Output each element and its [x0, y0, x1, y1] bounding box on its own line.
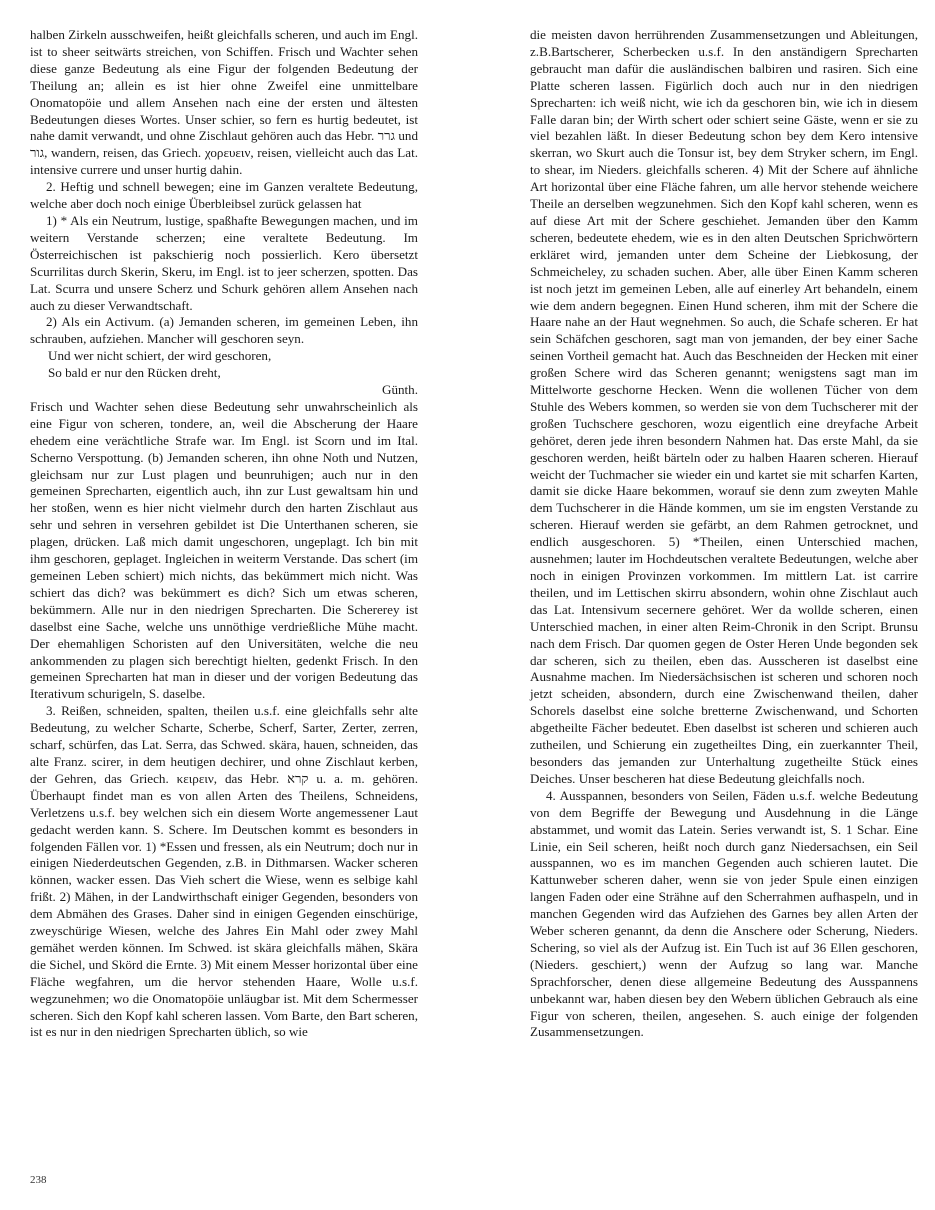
paragraph: die meisten davon herrührenden Zusammensetzungen und Ableitungen, z.B.Bartscherer, Scherbecken u.s.f. In den anständigern Sprecharten gebraucht man dafür die ausländischen balbiren und rasiren. Sich eine Platte scheren lassen. Figürlich doch auch nur in den niedrigen Sprecharten: ich weiß nicht, wie ich da geschoren bin, wie ich in diesem Falle daran bin; der Wirth schert oder schiert seine Gäste, wenn er sie zu viel bezahlen läßt. In dieser Bedeutung schon bey dem Kero intensive skerran, wo Skurt auch die Tonsur ist, bey dem Stryker schern, im Engl. to shear, im Nieders. gleichfalls scheren. 4) Mit der Schere auf ähnliche Art horizontal über eine Fläche fahren, um alle hervor stehende weichere Theile an derselben wegzunehmen. Sich den Kopf kahl scheren, wenn es auf diese Art mit der Schere geschiehet. Jemanden über den Kamm scheren, bedeutete ehedem, wie es in den alten Deutschen Sprichwörtern erkläret wird, jemanden unter dem Scheine der Liebkosung, der Schmeicheley, zu schaden suchen. Aber, alle über Einen Kamm scheren ist noch jetzt im gemeinen Leben, alle auf einerley Art behandeln, einem wie dem andern begegnen. Einen Hund scheren, ihm mit der Schere die Haare nahe an der Haut wegnehmen. So auch, die Schafe scheren. Er hat sein Schäfchen geschoren, sagt man von jemanden, der bey einer Sache seinen Vortheil gemacht hat. Auch das Beschneiden der Hecken mit einer großen Schere wird das Scheren genannt; wenigstens sagt man im Mittelworte geschorne Hecken. Wenn die wollenen Tücher von dem Stuhle des Webers kommen, so werden sie von dem Tuchscherer mit der großen Tuchschere geschoren, wozu eigentlich eine dreyfache Arbeit gehöret, deren jede ihren besondern Nahmen hat. Das erste Mahl, da sie geschoren werden, heißt bärteln oder zu halben Haaren scheren. Hierauf weicht der Tuchmacher sie wieder ein und kartet sie mit scharfen Karten, damit sie dicke Haare bekommen, worauf sie denn zum zweyten Mahle dem Tuchscherer in die Hände kommen, um sie im engsten Verstande zu scheren. Hierauf werden sie gefärbt, an dem Rahmen getrocknet, und endlich ausgeschoren. 5) *Theilen, einen Unterschied machen, ausnehmen; lauter im Hochdeutschen veraltete Bedeutungen, welche aber noch in einigen Provinzen vorkommen. Im mittlern Lat. ist carrire theilen, und im Lettischen skirru absondern, wohin ohne Zischlaut auch das Lat. Intensivum secernere gehöret. Wer da wollde scheren, einen Unterschied machen, in einer alten Reim-Chronik in den Script. Brunsu nach dem Frisch. Dar quomen gegen de Oster Heren Unde begonden sek dar scheren, sich zu theilen, eben das. Ausscheren ist daselbst eine Ausnahme machen. Im Niedersächsischen ist scheren und schoren noch jetzt scheiden, absondern, durch eine Zwischenwand theilen, daher Schorels daselbst eine solche bretterne Zwischenwand, und Schorten abgetheilte Fächer bedeutet. Eben daselbst ist scheren und schieren auch zutheilen, und Schierung ein zugetheiltes Ding, ein zuerkannter Theil, besonders das jemanden zur Unterhaltung zugetheilte Stück eines Deiches. Unser bescheren hat diese Bedeutung gleichfalls noch. — [530, 27, 918, 786]
verse-source: Günth. — [381, 382, 418, 398]
paragraph: Frisch und Wachter sehen diese Bedeutung sehr unwahrscheinlich als eine Figur von scheren, tondere, an, weil die Abscherung der Haare ehedem eine verächtliche Strafe war. Im Engl. ist Scorn und im Ital. Scherno Verspottung. (b) Jemanden scheren, ihn ohne Noth und Nutzen, gleichsam nur zur Lust plagen und beunruhigen; auch nur in den gemeinen Sprecharten, eigentlich auch, ihn zur Lust gewaltsam hin und her stoßen, wenn es hier nicht vielmehr durch den harten Zischlaut aus sehr und sehren in versehren gebildet ist Die Unterthanen scheren, sie plagen, drücken. Laß mich damit ungeschoren, ungeplagt. Ich bin mit ihm geschoren, geplaget. Ingleichen in weiterm Verstande. Das schert (im gemeinen Leben schiert) mich nichts, das bekümmert mich nicht. Was schiert das dich? was bekümmert es dich? Sich um etwas scheren, bekümmern. Alle nur in den niedrigen Sprecharten. Die Schererey ist daselbst eine Sache, welche uns unnöthige verdrießliche Mühe macht. Der ehemahligen Schoristen auf den Universitäten, welche die neu ankommenden zu plagen sich berechtigt hielten, gedenkt Frisch. In den gemeinen Sprecharten hat man in dieser und der vorigen Bedeutung das Iterativum schurigeln, S. daselbe. — [30, 398, 418, 702]
paragraph: 3. Reißen, schneiden, spalten, theilen u.s.f. eine gleichfalls sehr alte Bedeutung, zu welcher Scharte, Scherbe, Scherf, Sarter, Zerter, zerren, scharf, schürfen, das Lat. Serra, das Schwed. skära, hauen, schneiden, das alte Franz. scirer, in dem heutigen dechirer, und ohne Zischlaut kerben, der Gehren, das Griech. κειρειν, das Hebr. קרא u. a. m. gehören. Überhaupt findet man es von allen Arten des Theilens, Schneidens, Verletzens u.s.f. bey welchen sich ein diesem Worte angemessener Laut gedacht werden kann. S. Schere. Im Deutschen kommt es besonders in folgenden Fällen vor. 1) *Essen und fressen, als ein Neutrum; doch nur in einigen Niederdeutschen Gegenden, z.B. in Dithmarsen. Wacker scheren können, wacker essen. Das Vieh schert die Wiese, wenn es selbige kahl frißt. 2) Mähen, in der Landwirthschaft einiger Gegenden, besonders von dem Abmähen des Grases. Daher sind in einigen Gegenden einschürige, zweyschürige Wiesen, welche des Jahres Ein Mahl oder zwey Mahl gemähet werden können. Im Schwed. ist skära gleichfalls mähen, Skära die Sichel, und Skörd die Ernte. 3) Mit einem Messer horizontal über eine Fläche wegfahren, um die hervor stehenden Haare, Wolle u.s.f. wegzunehmen; wo die Onomatopöie unläugbar ist. Mit dem Schermesser scheren. Sich den Kopf kahl scheren lassen. Vom Barte, den Bart scheren, ist es nur in den niedrigen Sprecharten üblich, so wie — [30, 703, 419, 1040]
paragraph: 1) * Als ein Neutrum, lustige, spaßhafte Bewegungen machen, und im weitern Verstande scherzen; eine veraltete Bedeutung. Im Österreichischen ist pakschierig noch possierlich. Kero übersetzt Scurrilitas durch Skerin, Skeru, im Engl. ist to jeer scherzen, spotten. Das Lat. Scurra und unsere Scherz und Schurk gehören allem Ansehen nach auch zu dieser Verwandtschaft. — [30, 212, 418, 313]
right-column — [530, 27, 918, 1167]
left-column — [30, 27, 418, 1167]
verse-line: Und wer nicht schiert, der wird geschoren, — [48, 348, 272, 364]
paragraph: 2. Heftig und schnell bewegen; eine im Ganzen veraltete Bedeutung, welche aber doch noch einige Überbleibsel zurück gelassen hat — [30, 179, 418, 212]
paragraph: 4. Ausspannen, besonders von Seilen, Fäden u.s.f. welche Bedeutung von dem Begriffe der Bewegung und Ausdehnung in die Länge abstammet, und womit das Latein. Series verwandt ist, S. 1 Schar. Eine Linie, ein Seil scheren, heißt noch durch ganz Niedersachsen, ein Seil ausspannen, wo es im manchen Gegenden auch schieren lautet. Die Kattunweber scheren daher, wenn sie von jeder Spule einen einzigen langen Faden oder eine Strähne auf den Scherrahmen aufhaspeln, und in manchen Gegenden wird das Aufziehen des Garnes bey allen Arten der Weber scheren genannt, da denn die Anschere oder Scherung, Nieders. Schering, so viel als der Aufzug ist. Ein Tuch ist auf 36 Ellen geschoren, (Nieders. geschiert,) wenn der Aufzug so lang war. Manche Sprachforscher, denen diese allgemeine Bedeutung des Ausspannens unbekannt war, haben diesen bey den Webern üblichen Gebrauch als eine Figur von scheren, theilen, angesehen. S. auch einige der folgenden Zusammensetzungen. — [530, 787, 918, 1040]
dictionary-page — [30, 27, 918, 1167]
page-number: 238 — [30, 1174, 47, 1186]
verse-line: So bald er nur den Rücken dreht, — [48, 365, 221, 381]
paragraph: 2) Als ein Activum. (a) Jemanden scheren, im gemeinen Leben, ihn schrauben, aufziehen. Mancher will geschoren seyn. — [30, 314, 418, 347]
paragraph: halben Zirkeln ausschweifen, heißt gleichfalls scheren, und auch im Engl. ist to sheer seitwärts streichen, von Schiffen. Frisch und Wachter sehen diese ganze Bedeutung als eine Figur der folgenden Bedeutung der Theilung an; allein es ist hier ohne Zweifel eine unmittelbare Onomatopöie und allem Ansehen nach eine der ersten und ältesten Bedeutungen dieses Wortes. Unser schier, so fern es hurtig bedeutet, ist nahe damit verwandt, und ohne Zischlaut gehören auch das Hebr. גרר und גור, wandern, reisen, das Griech. χορευειν, reisen, vielleicht auch das Lat. intensive currere und unser hurtig dahin. — [30, 27, 418, 178]
